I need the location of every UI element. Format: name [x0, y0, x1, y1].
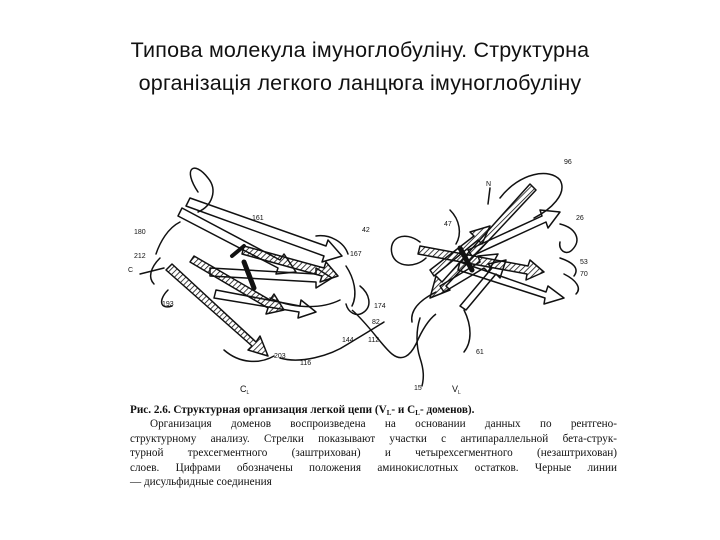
residue-label: 53: [580, 259, 588, 266]
caption-line: — дисульфидные соединения: [130, 476, 272, 489]
residue-label: 174: [374, 303, 386, 310]
residue-label: 42: [362, 227, 370, 234]
figure-number: Рис. 2.6.: [130, 404, 171, 416]
variable-domain: [391, 174, 578, 386]
loop-180: [156, 222, 180, 254]
residue-label: C: [128, 267, 134, 274]
loop-167: [346, 266, 355, 306]
loop-174: [346, 286, 369, 314]
caption-heading: Рис. 2.6. Структурная организация легкой цепи ($V_L-$ и $C_L-$ доменов).: [130, 404, 475, 417]
ribbon-diagram: [120, 150, 620, 400]
residue-label: 161: [252, 215, 264, 222]
immunoglobulin-light-chain-figure: [120, 150, 620, 400]
strand-c7: [242, 246, 338, 282]
residue-label: 203: [274, 353, 286, 360]
n-terminus: [488, 188, 490, 204]
loop-15: [417, 318, 423, 386]
residue-label: 212: [134, 253, 146, 260]
residue-labels: [128, 159, 588, 392]
domain-label-constant: $C_L$: [240, 384, 250, 396]
figure-caption: [130, 403, 617, 489]
residue-label: 26: [576, 215, 584, 222]
residue-label: 15: [414, 385, 422, 392]
residue-label: 96: [564, 159, 572, 166]
residue-label: 193: [162, 301, 174, 308]
loop-70: [564, 274, 578, 294]
domain-label-variable: $V_L$: [452, 384, 461, 396]
residue-label: 47: [444, 221, 452, 228]
caption-line: слоев. Цифрами обозначены положения аминокислотных остатков. Черные линии: [130, 461, 617, 474]
residue-label: 180: [134, 229, 146, 236]
title-line-1: Типова молекула імуноглобуліну. Структурна: [130, 38, 590, 62]
residue-label: 82: [372, 319, 380, 326]
caption-line: Организация доменов воспроизведена на основании данных по рентгено-: [150, 418, 617, 431]
slide-title: [20, 34, 700, 100]
residue-label: N: [486, 181, 492, 188]
strand-c6: [190, 256, 284, 314]
residue-label: 61: [476, 349, 484, 356]
residue-label: 144: [342, 337, 354, 344]
residue-label: 112: [368, 337, 380, 344]
caption-line: турной трехсегментного (заштрихован) и четырехсегментного (незаштрихован): [130, 447, 617, 460]
disulfide-c: [244, 262, 254, 288]
caption-line: структурному анализу. Стрелки показывают участки с антипараллельной бета-струк-: [130, 432, 617, 445]
constant-domain: [140, 168, 384, 361]
title-line-2: організація легкого ланцюга імуноглобуліну: [138, 71, 582, 95]
residue-label: 167: [350, 251, 362, 258]
residue-label: 70: [580, 271, 588, 278]
loop-53: [560, 258, 576, 276]
domain-labels: [240, 384, 461, 396]
loop-26: [560, 224, 577, 252]
loop-61: [464, 310, 470, 352]
residue-label: 116: [300, 360, 312, 367]
